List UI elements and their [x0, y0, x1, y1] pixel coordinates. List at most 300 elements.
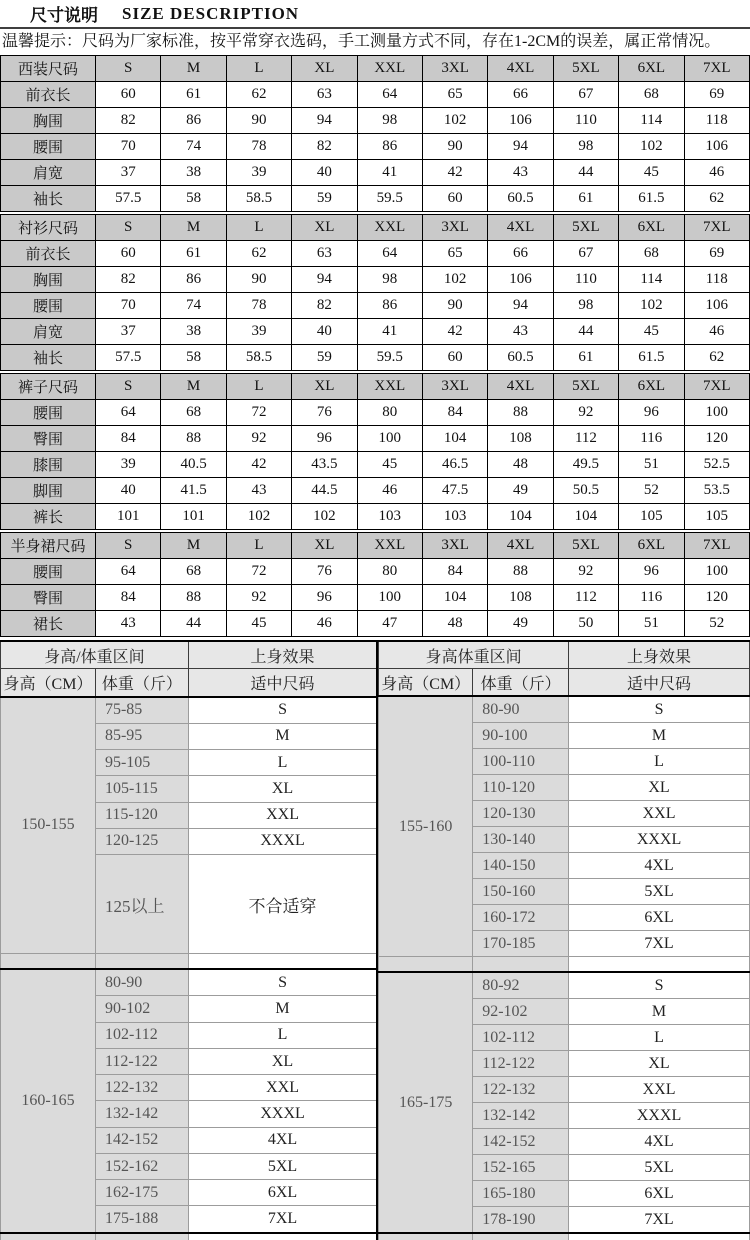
fit-size-cell: L	[569, 749, 750, 775]
size-value-cell: 64	[96, 400, 161, 426]
size-header-cell: L	[226, 56, 291, 82]
size-value-cell: 50.5	[553, 478, 618, 504]
fit-header-weight: 体重（斤）	[95, 669, 188, 697]
fit-size-cell: 4XL	[188, 1127, 377, 1153]
size-value-cell: 74	[161, 134, 226, 160]
size-value-cell: 44	[553, 160, 618, 186]
size-value-cell: 68	[619, 241, 684, 267]
size-table-row	[1, 186, 750, 212]
size-value-cell: 44	[553, 319, 618, 345]
spacer-cell	[379, 957, 473, 973]
size-table-row	[1, 241, 750, 267]
spacer-row	[1, 954, 378, 970]
size-value-cell: 46	[684, 319, 749, 345]
size-value-cell: 96	[292, 426, 357, 452]
size-value-cell: 70	[96, 293, 161, 319]
size-header-cell: XL	[292, 56, 357, 82]
size-value-cell: 86	[357, 293, 422, 319]
fit-header-effect: 上身效果	[569, 641, 750, 669]
size-header-cell: 4XL	[488, 533, 553, 559]
size-value-cell: 92	[553, 559, 618, 585]
size-table-row	[1, 585, 750, 611]
fit-size-cell: S	[188, 697, 377, 724]
size-value-cell: 98	[553, 134, 618, 160]
size-value-cell: 69	[684, 82, 749, 108]
fit-size-cell: 7XL	[569, 1207, 750, 1234]
size-value-cell: 38	[161, 319, 226, 345]
size-table-row	[1, 452, 750, 478]
weight-range-cell: 170-185	[473, 931, 569, 957]
size-value-cell: 102	[619, 293, 684, 319]
weight-range-cell: 178-190	[473, 1207, 569, 1234]
size-header-cell: 5XL	[553, 374, 618, 400]
size-value-cell: 68	[619, 82, 684, 108]
size-value-cell: 86	[161, 267, 226, 293]
fit-size-cell: 不合适穿	[188, 855, 377, 954]
size-value-cell: 68	[161, 400, 226, 426]
size-value-cell: 116	[619, 585, 684, 611]
weight-range-cell: 112-122	[473, 1051, 569, 1077]
fit-size-cell: S	[188, 969, 377, 996]
fit-size-cell: 6XL	[188, 1180, 377, 1206]
fit-size-cell: XL	[188, 776, 377, 802]
height-range-cell: 160-165	[1, 969, 96, 1233]
weight-range-cell: 142-152	[95, 1127, 188, 1153]
size-header-cell: L	[226, 374, 291, 400]
fit-size-cell: XXXL	[569, 827, 750, 853]
fit-header-effect: 上身效果	[188, 641, 377, 669]
row-label-cell: 袖长	[1, 345, 96, 371]
fit-header-size: 适中尺码	[188, 669, 377, 697]
size-value-cell: 92	[226, 426, 291, 452]
spacer-cell	[188, 1233, 377, 1240]
row-label-cell: 裙长	[1, 611, 96, 637]
weight-range-cell: 110-120	[473, 775, 569, 801]
size-value-cell: 76	[292, 400, 357, 426]
size-value-cell: 94	[292, 108, 357, 134]
size-header-cell: 5XL	[553, 56, 618, 82]
row-label-cell: 胸围	[1, 108, 96, 134]
fit-row	[1, 969, 378, 996]
size-value-cell: 42	[422, 319, 487, 345]
size-header-cell: XXL	[357, 374, 422, 400]
size-value-cell: 94	[488, 134, 553, 160]
size-value-cell: 52.5	[684, 452, 749, 478]
size-value-cell: 102	[422, 267, 487, 293]
size-table-row	[1, 108, 750, 134]
size-value-cell: 45	[357, 452, 422, 478]
size-value-cell: 100	[684, 559, 749, 585]
row-label-cell: 脚围	[1, 478, 96, 504]
fit-header-height: 身高（CM）	[379, 669, 473, 697]
table-title-cell: 衬衫尺码	[1, 215, 96, 241]
size-value-cell: 43	[488, 160, 553, 186]
size-value-cell: 98	[553, 293, 618, 319]
page-title-cn: 尺寸说明	[30, 6, 98, 25]
size-value-cell: 106	[488, 108, 553, 134]
size-value-cell: 96	[619, 400, 684, 426]
fit-header-height: 身高（CM）	[1, 669, 96, 697]
size-value-cell: 44.5	[292, 478, 357, 504]
size-value-cell: 72	[226, 559, 291, 585]
size-table-row	[1, 400, 750, 426]
size-value-cell: 68	[161, 559, 226, 585]
size-value-cell: 102	[422, 108, 487, 134]
size-value-cell: 39	[226, 160, 291, 186]
fit-size-cell: S	[569, 972, 750, 999]
row-label-cell: 腰围	[1, 400, 96, 426]
size-value-cell: 47	[357, 611, 422, 637]
size-value-cell: 112	[553, 585, 618, 611]
size-value-cell: 96	[619, 559, 684, 585]
height-range-cell: 155-160	[379, 696, 473, 957]
size-header-cell: S	[96, 533, 161, 559]
size-value-cell: 59.5	[357, 186, 422, 212]
fit-header-range: 身高/体重区间	[1, 641, 189, 669]
size-value-cell: 102	[226, 504, 291, 530]
size-header-cell: M	[161, 56, 226, 82]
spacer-cell	[473, 957, 569, 973]
weight-range-cell: 142-152	[473, 1129, 569, 1155]
spacer-cell	[1, 1233, 96, 1240]
size-value-cell: 45	[619, 160, 684, 186]
size-value-cell: 42	[226, 452, 291, 478]
size-header-cell: 6XL	[619, 533, 684, 559]
size-value-cell: 78	[226, 134, 291, 160]
size-header-cell: M	[161, 374, 226, 400]
size-value-cell: 86	[357, 134, 422, 160]
spacer-cell	[569, 1233, 750, 1240]
fit-size-cell: M	[569, 999, 750, 1025]
fit-size-cell: 5XL	[569, 1155, 750, 1181]
size-header-cell: 3XL	[422, 56, 487, 82]
spacer-row	[379, 1233, 750, 1240]
size-table-row	[1, 504, 750, 530]
fit-size-cell: 4XL	[569, 853, 750, 879]
size-table-row	[1, 82, 750, 108]
fit-header-size: 适中尺码	[569, 669, 750, 697]
size-value-cell: 60	[96, 82, 161, 108]
fit-row	[1, 697, 378, 724]
weight-range-cell: 102-112	[95, 1022, 188, 1048]
row-label-cell: 膝围	[1, 452, 96, 478]
size-value-cell: 60.5	[488, 186, 553, 212]
size-value-cell: 40	[96, 478, 161, 504]
size-value-cell: 90	[226, 267, 291, 293]
row-label-cell: 前衣长	[1, 241, 96, 267]
size-table-row	[1, 160, 750, 186]
size-header-cell: M	[161, 533, 226, 559]
size-value-cell: 114	[619, 108, 684, 134]
size-value-cell: 65	[422, 241, 487, 267]
table-title-cell: 半身裙尺码	[1, 533, 96, 559]
size-header-cell: 5XL	[553, 533, 618, 559]
size-value-cell: 46	[357, 478, 422, 504]
size-value-cell: 62	[226, 241, 291, 267]
fit-size-cell: XXL	[188, 802, 377, 828]
weight-range-cell: 120-130	[473, 801, 569, 827]
size-value-cell: 61	[553, 186, 618, 212]
size-value-cell: 98	[357, 108, 422, 134]
size-value-cell: 49	[488, 478, 553, 504]
weight-range-cell: 90-100	[473, 723, 569, 749]
size-value-cell: 65	[422, 82, 487, 108]
size-value-cell: 104	[488, 504, 553, 530]
size-value-cell: 80	[357, 400, 422, 426]
size-value-cell: 40.5	[161, 452, 226, 478]
weight-range-cell: 112-122	[95, 1048, 188, 1074]
size-value-cell: 62	[684, 345, 749, 371]
size-value-cell: 43	[226, 478, 291, 504]
size-header-cell: XXL	[357, 533, 422, 559]
size-header-cell: L	[226, 215, 291, 241]
size-value-cell: 64	[357, 82, 422, 108]
size-value-cell: 74	[161, 293, 226, 319]
size-value-cell: 100	[357, 585, 422, 611]
size-value-cell: 120	[684, 585, 749, 611]
size-value-cell: 60	[422, 345, 487, 371]
size-value-cell: 100	[357, 426, 422, 452]
size-value-cell: 108	[488, 426, 553, 452]
size-header-cell: S	[96, 215, 161, 241]
fit-size-cell: 7XL	[188, 1206, 377, 1233]
fit-header-row	[1, 641, 378, 669]
size-value-cell: 104	[422, 585, 487, 611]
table-title-cell: 裤子尺码	[1, 374, 96, 400]
height-range-cell: 165-175	[379, 972, 473, 1233]
size-table-row	[1, 611, 750, 637]
size-table-row	[1, 267, 750, 293]
size-value-cell: 110	[553, 267, 618, 293]
size-value-cell: 53.5	[684, 478, 749, 504]
size-value-cell: 48	[422, 611, 487, 637]
size-value-cell: 40	[292, 160, 357, 186]
size-header-cell: XL	[292, 374, 357, 400]
size-value-cell: 45	[226, 611, 291, 637]
size-table-row	[1, 345, 750, 371]
size-value-cell: 62	[684, 186, 749, 212]
table-title-cell: 西装尺码	[1, 56, 96, 82]
size-value-cell: 84	[96, 426, 161, 452]
fit-size-cell: 6XL	[569, 1181, 750, 1207]
row-label-cell: 前衣长	[1, 82, 96, 108]
weight-range-cell: 132-142	[95, 1101, 188, 1127]
size-value-cell: 78	[226, 293, 291, 319]
weight-range-cell: 100-110	[473, 749, 569, 775]
size-value-cell: 58	[161, 186, 226, 212]
size-value-cell: 103	[357, 504, 422, 530]
row-label-cell: 裤长	[1, 504, 96, 530]
fit-header-row	[379, 641, 750, 669]
fit-size-cell: XL	[569, 1051, 750, 1077]
size-value-cell: 66	[488, 241, 553, 267]
fit-section	[0, 640, 750, 1240]
fit-subheader-row	[379, 669, 750, 697]
size-value-cell: 88	[488, 559, 553, 585]
spacer-cell	[1, 954, 96, 970]
size-value-cell: 63	[292, 241, 357, 267]
spacer-cell	[379, 1233, 473, 1240]
size-value-cell: 49.5	[553, 452, 618, 478]
size-header-cell: 4XL	[488, 56, 553, 82]
pants-size-table	[0, 373, 750, 530]
size-value-cell: 104	[553, 504, 618, 530]
size-value-cell: 60	[96, 241, 161, 267]
size-value-cell: 92	[226, 585, 291, 611]
size-value-cell: 98	[357, 267, 422, 293]
size-value-cell: 82	[96, 267, 161, 293]
title-bar	[0, 0, 750, 29]
size-value-cell: 64	[357, 241, 422, 267]
weight-range-cell: 95-105	[95, 750, 188, 776]
weight-range-cell: 152-162	[95, 1153, 188, 1179]
size-header-cell: 7XL	[684, 215, 749, 241]
fit-size-cell: XXL	[569, 801, 750, 827]
weight-range-cell: 132-142	[473, 1103, 569, 1129]
size-value-cell: 67	[553, 241, 618, 267]
weight-range-cell: 80-92	[473, 972, 569, 999]
size-value-cell: 94	[488, 293, 553, 319]
size-header-row	[1, 533, 750, 559]
fit-size-cell: XL	[188, 1048, 377, 1074]
size-value-cell: 108	[488, 585, 553, 611]
fit-table-left	[0, 640, 378, 1240]
weight-range-cell: 102-112	[473, 1025, 569, 1051]
fit-size-cell: M	[188, 996, 377, 1022]
fit-size-cell: 4XL	[569, 1129, 750, 1155]
page-title-en: SIZE DESCRIPTION	[122, 3, 300, 23]
size-value-cell: 58.5	[226, 345, 291, 371]
size-header-row	[1, 56, 750, 82]
size-value-cell: 61	[161, 82, 226, 108]
spacer-cell	[569, 957, 750, 973]
size-value-cell: 86	[161, 108, 226, 134]
size-header-row	[1, 374, 750, 400]
weight-range-cell: 165-180	[473, 1181, 569, 1207]
size-header-cell: L	[226, 533, 291, 559]
size-value-cell: 45	[619, 319, 684, 345]
size-value-cell: 90	[422, 293, 487, 319]
size-value-cell: 84	[96, 585, 161, 611]
size-value-cell: 69	[684, 241, 749, 267]
size-header-row	[1, 215, 750, 241]
fit-size-cell: 7XL	[569, 931, 750, 957]
size-value-cell: 88	[161, 585, 226, 611]
size-value-cell: 70	[96, 134, 161, 160]
size-value-cell: 40	[292, 319, 357, 345]
size-value-cell: 60	[422, 186, 487, 212]
weight-range-cell: 122-132	[473, 1077, 569, 1103]
size-value-cell: 60.5	[488, 345, 553, 371]
weight-range-cell: 125以上	[95, 855, 188, 954]
skirt-size-table	[0, 532, 750, 637]
fit-size-cell: M	[188, 723, 377, 749]
weight-range-cell: 75-85	[95, 697, 188, 724]
size-value-cell: 106	[488, 267, 553, 293]
size-value-cell: 61.5	[619, 186, 684, 212]
row-label-cell: 肩宽	[1, 319, 96, 345]
weight-range-cell: 90-102	[95, 996, 188, 1022]
fit-size-cell: S	[569, 696, 750, 723]
spacer-cell	[188, 954, 377, 970]
size-value-cell: 104	[422, 426, 487, 452]
size-table-row	[1, 559, 750, 585]
size-value-cell: 46.5	[422, 452, 487, 478]
size-header-cell: 3XL	[422, 374, 487, 400]
size-header-cell: XXL	[357, 215, 422, 241]
weight-range-cell: 152-165	[473, 1155, 569, 1181]
size-header-cell: 3XL	[422, 533, 487, 559]
weight-range-cell: 85-95	[95, 723, 188, 749]
size-header-cell: 6XL	[619, 374, 684, 400]
fit-row	[379, 696, 750, 723]
spacer-row	[379, 957, 750, 973]
size-header-cell: 6XL	[619, 215, 684, 241]
size-value-cell: 48	[488, 452, 553, 478]
height-range-cell: 150-155	[1, 697, 96, 954]
fit-size-cell: L	[569, 1025, 750, 1051]
fit-header-weight: 体重（斤）	[473, 669, 569, 697]
size-value-cell: 57.5	[96, 186, 161, 212]
size-value-cell: 105	[684, 504, 749, 530]
size-value-cell: 101	[96, 504, 161, 530]
size-header-cell: S	[96, 374, 161, 400]
size-value-cell: 90	[422, 134, 487, 160]
fit-subheader-row	[1, 669, 378, 697]
fit-size-cell: 5XL	[569, 879, 750, 905]
size-value-cell: 50	[553, 611, 618, 637]
row-label-cell: 腰围	[1, 293, 96, 319]
size-header-cell: XL	[292, 215, 357, 241]
fit-size-cell: L	[188, 1022, 377, 1048]
size-value-cell: 61.5	[619, 345, 684, 371]
size-value-cell: 112	[553, 426, 618, 452]
size-value-cell: 63	[292, 82, 357, 108]
size-value-cell: 118	[684, 267, 749, 293]
size-value-cell: 120	[684, 426, 749, 452]
weight-range-cell: 150-160	[473, 879, 569, 905]
row-label-cell: 臀围	[1, 585, 96, 611]
weight-range-cell: 92-102	[473, 999, 569, 1025]
size-value-cell: 88	[488, 400, 553, 426]
weight-range-cell: 120-125	[95, 828, 188, 854]
fit-header-range: 身高体重区间	[379, 641, 569, 669]
size-header-cell: XL	[292, 533, 357, 559]
size-value-cell: 102	[292, 504, 357, 530]
size-value-cell: 38	[161, 160, 226, 186]
size-header-cell: XXL	[357, 56, 422, 82]
size-value-cell: 82	[96, 108, 161, 134]
size-value-cell: 96	[292, 585, 357, 611]
size-value-cell: 52	[619, 478, 684, 504]
size-value-cell: 61	[553, 345, 618, 371]
fit-size-cell: L	[188, 750, 377, 776]
size-value-cell: 110	[553, 108, 618, 134]
row-label-cell: 袖长	[1, 186, 96, 212]
size-value-cell: 41.5	[161, 478, 226, 504]
row-label-cell: 肩宽	[1, 160, 96, 186]
size-value-cell: 101	[161, 504, 226, 530]
fit-size-cell: M	[569, 723, 750, 749]
size-value-cell: 94	[292, 267, 357, 293]
size-value-cell: 59	[292, 345, 357, 371]
size-value-cell: 82	[292, 293, 357, 319]
size-value-cell: 102	[619, 134, 684, 160]
size-table-row	[1, 478, 750, 504]
row-label-cell: 臀围	[1, 426, 96, 452]
size-value-cell: 106	[684, 134, 749, 160]
size-value-cell: 39	[226, 319, 291, 345]
